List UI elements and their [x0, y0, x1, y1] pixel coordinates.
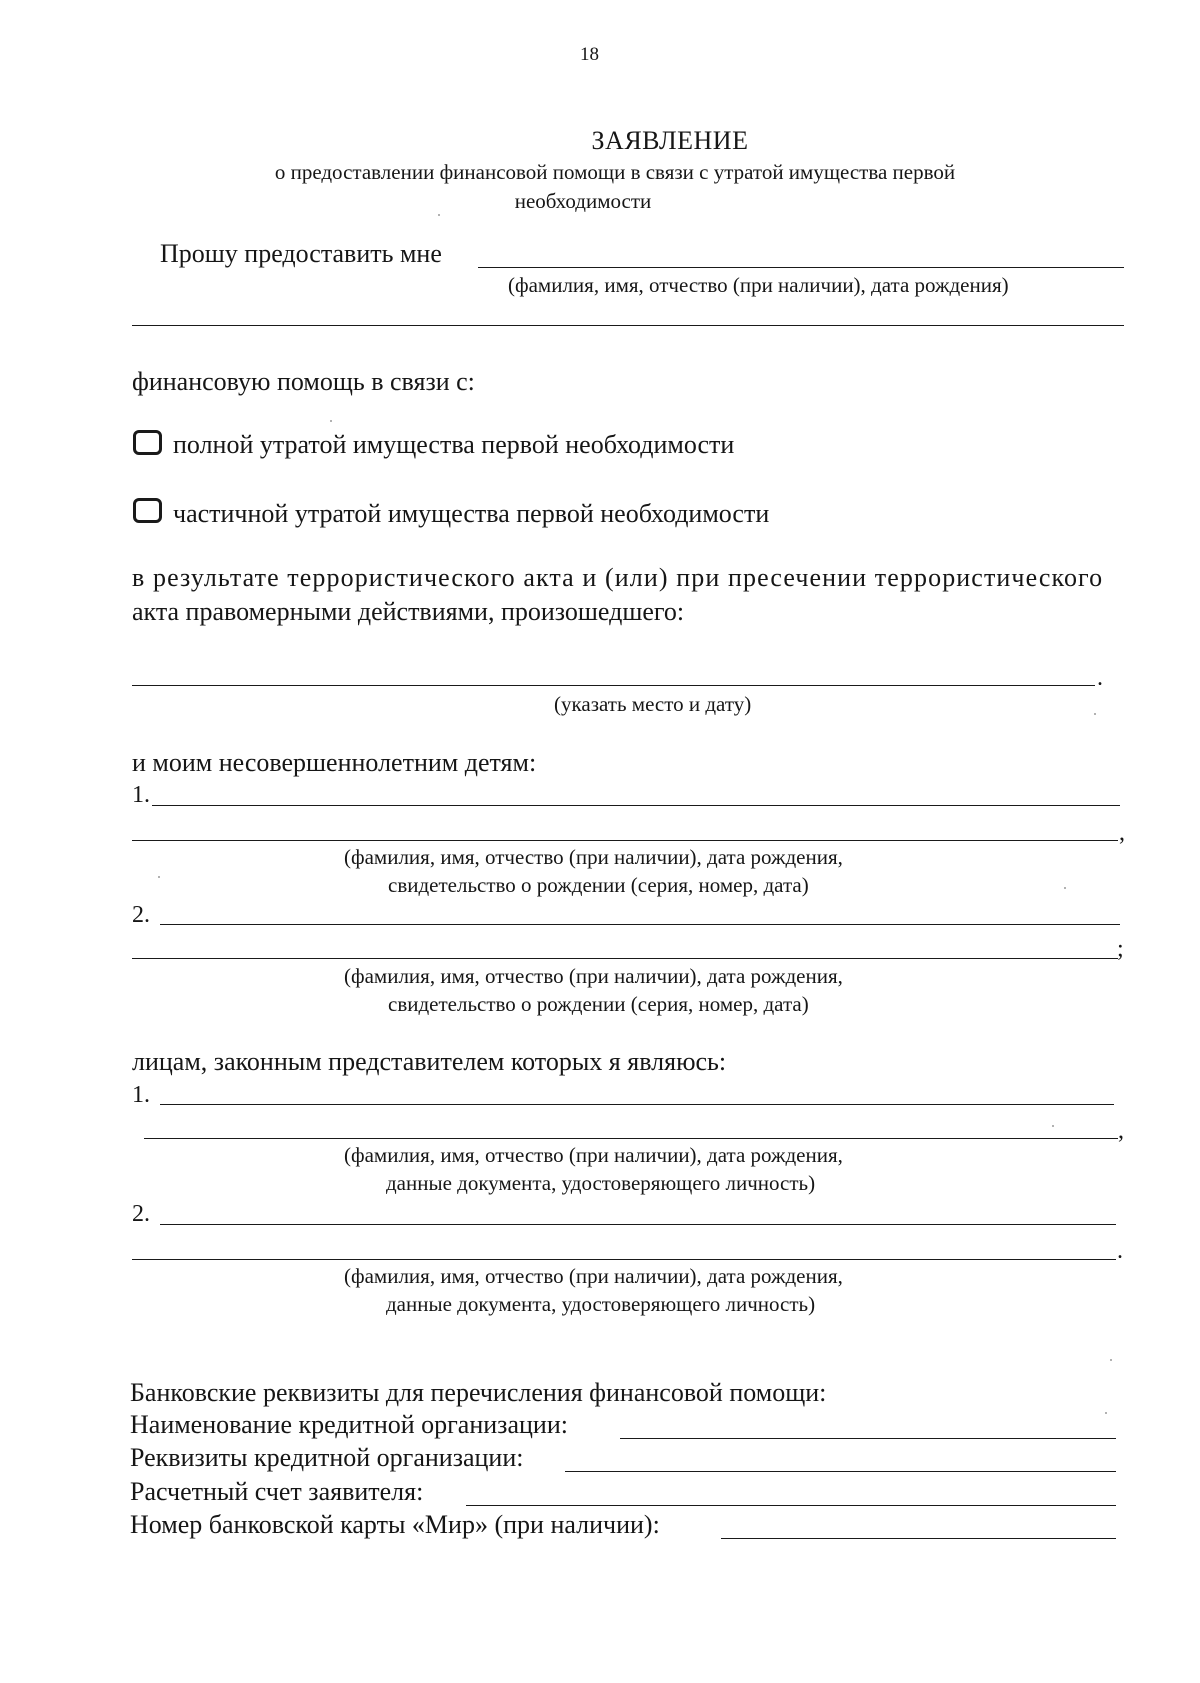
ward-2-field[interactable]	[160, 1224, 1116, 1225]
account-label: Расчетный счет заявителя:	[130, 1477, 424, 1506]
ward-1-hint-line-1: (фамилия, имя, отчество (при наличии), дата рождения,	[344, 1143, 843, 1167]
scan-speck	[1052, 1125, 1054, 1127]
place-date-hint: (указать место и дату)	[554, 692, 752, 716]
bank-name-label: Наименование кредитной организации:	[130, 1410, 568, 1439]
document-subtitle-line2: необходимости	[514, 189, 652, 213]
child-2-field-continued[interactable]	[132, 958, 1118, 959]
ward-2-hint-line-1: (фамилия, имя, отчество (при наличии), дата рождения,	[344, 1264, 843, 1288]
child-2-field[interactable]	[160, 924, 1120, 925]
bank-details-field[interactable]	[565, 1471, 1116, 1472]
child-1-number: 1.	[132, 782, 150, 808]
scan-speck	[1105, 1412, 1107, 1414]
child-2-end-mark: ;	[1117, 936, 1124, 962]
bank-details-label: Реквизиты кредитной организации:	[130, 1443, 524, 1472]
reason-line-2: акта правомерными действиями, произошедшего:	[132, 597, 685, 626]
reason-line-1: в результате террористического акта и (или) при пресечении террористического	[132, 563, 1104, 592]
applicant-name-field-continued[interactable]	[132, 325, 1124, 326]
bank-name-field[interactable]	[620, 1438, 1116, 1439]
ward-1-field-continued[interactable]	[144, 1138, 1118, 1139]
account-field[interactable]	[466, 1505, 1116, 1506]
ward-1-end-mark: ,	[1118, 1118, 1124, 1144]
ward-1-field[interactable]	[160, 1104, 1114, 1105]
child-2-hint-line-2: свидетельство о рождении (серия, номер, дата)	[388, 992, 809, 1016]
option-full-loss-checkbox[interactable]	[133, 430, 162, 455]
place-date-end-mark: .	[1097, 665, 1103, 691]
option-full-loss-label: полной утратой имущества первой необходимости	[173, 430, 735, 459]
children-heading: и моим несовершеннолетним детям:	[132, 748, 537, 777]
option-partial-loss-label: частичной утратой имущества первой необходимости	[173, 499, 770, 528]
bank-heading: Банковские реквизиты для перечисления финансовой помощи:	[130, 1378, 827, 1407]
scan-speck	[1064, 887, 1066, 889]
document-title: ЗАЯВЛЕНИЕ	[591, 126, 749, 155]
scan-speck	[1110, 1359, 1112, 1361]
ward-2-field-continued[interactable]	[132, 1259, 1116, 1260]
ward-1-hint-line-2: данные документа, удостоверяющего личность)	[386, 1171, 816, 1195]
place-date-field[interactable]	[132, 685, 1095, 686]
child-1-field[interactable]	[152, 805, 1120, 806]
request-lead-2: финансовую помощь в связи с:	[132, 367, 475, 396]
document-subtitle-line1: о предоставлении финансовой помощи в связи с утратой имущества первой	[274, 160, 956, 184]
scan-speck	[1094, 713, 1096, 715]
ward-2-end-mark: .	[1117, 1238, 1123, 1264]
child-1-end-mark: ,	[1119, 820, 1125, 846]
scan-speck	[158, 876, 160, 878]
page-number: 18	[580, 44, 599, 65]
scan-speck	[438, 214, 440, 216]
child-1-field-continued[interactable]	[132, 840, 1118, 841]
child-1-hint-line-2: свидетельство о рождении (серия, номер, дата)	[388, 873, 809, 897]
child-2-number: 2.	[132, 902, 150, 928]
wards-heading: лицам, законным представителем которых я являюсь:	[132, 1047, 727, 1076]
ward-1-number: 1.	[132, 1082, 150, 1108]
applicant-name-hint: (фамилия, имя, отчество (при наличии), дата рождения)	[508, 273, 1009, 297]
option-partial-loss-checkbox[interactable]	[133, 498, 162, 523]
ward-2-number: 2.	[132, 1201, 150, 1227]
card-label: Номер банковской карты «Мир» (при наличии):	[130, 1510, 660, 1539]
child-2-hint-line-1: (фамилия, имя, отчество (при наличии), дата рождения,	[344, 964, 843, 988]
card-field[interactable]	[721, 1538, 1116, 1539]
ward-2-hint-line-2: данные документа, удостоверяющего личность)	[386, 1292, 816, 1316]
child-1-hint-line-1: (фамилия, имя, отчество (при наличии), дата рождения,	[344, 845, 843, 869]
applicant-name-field[interactable]	[478, 267, 1124, 268]
request-lead: Прошу предоставить мне	[160, 239, 442, 268]
scan-speck	[330, 420, 332, 422]
